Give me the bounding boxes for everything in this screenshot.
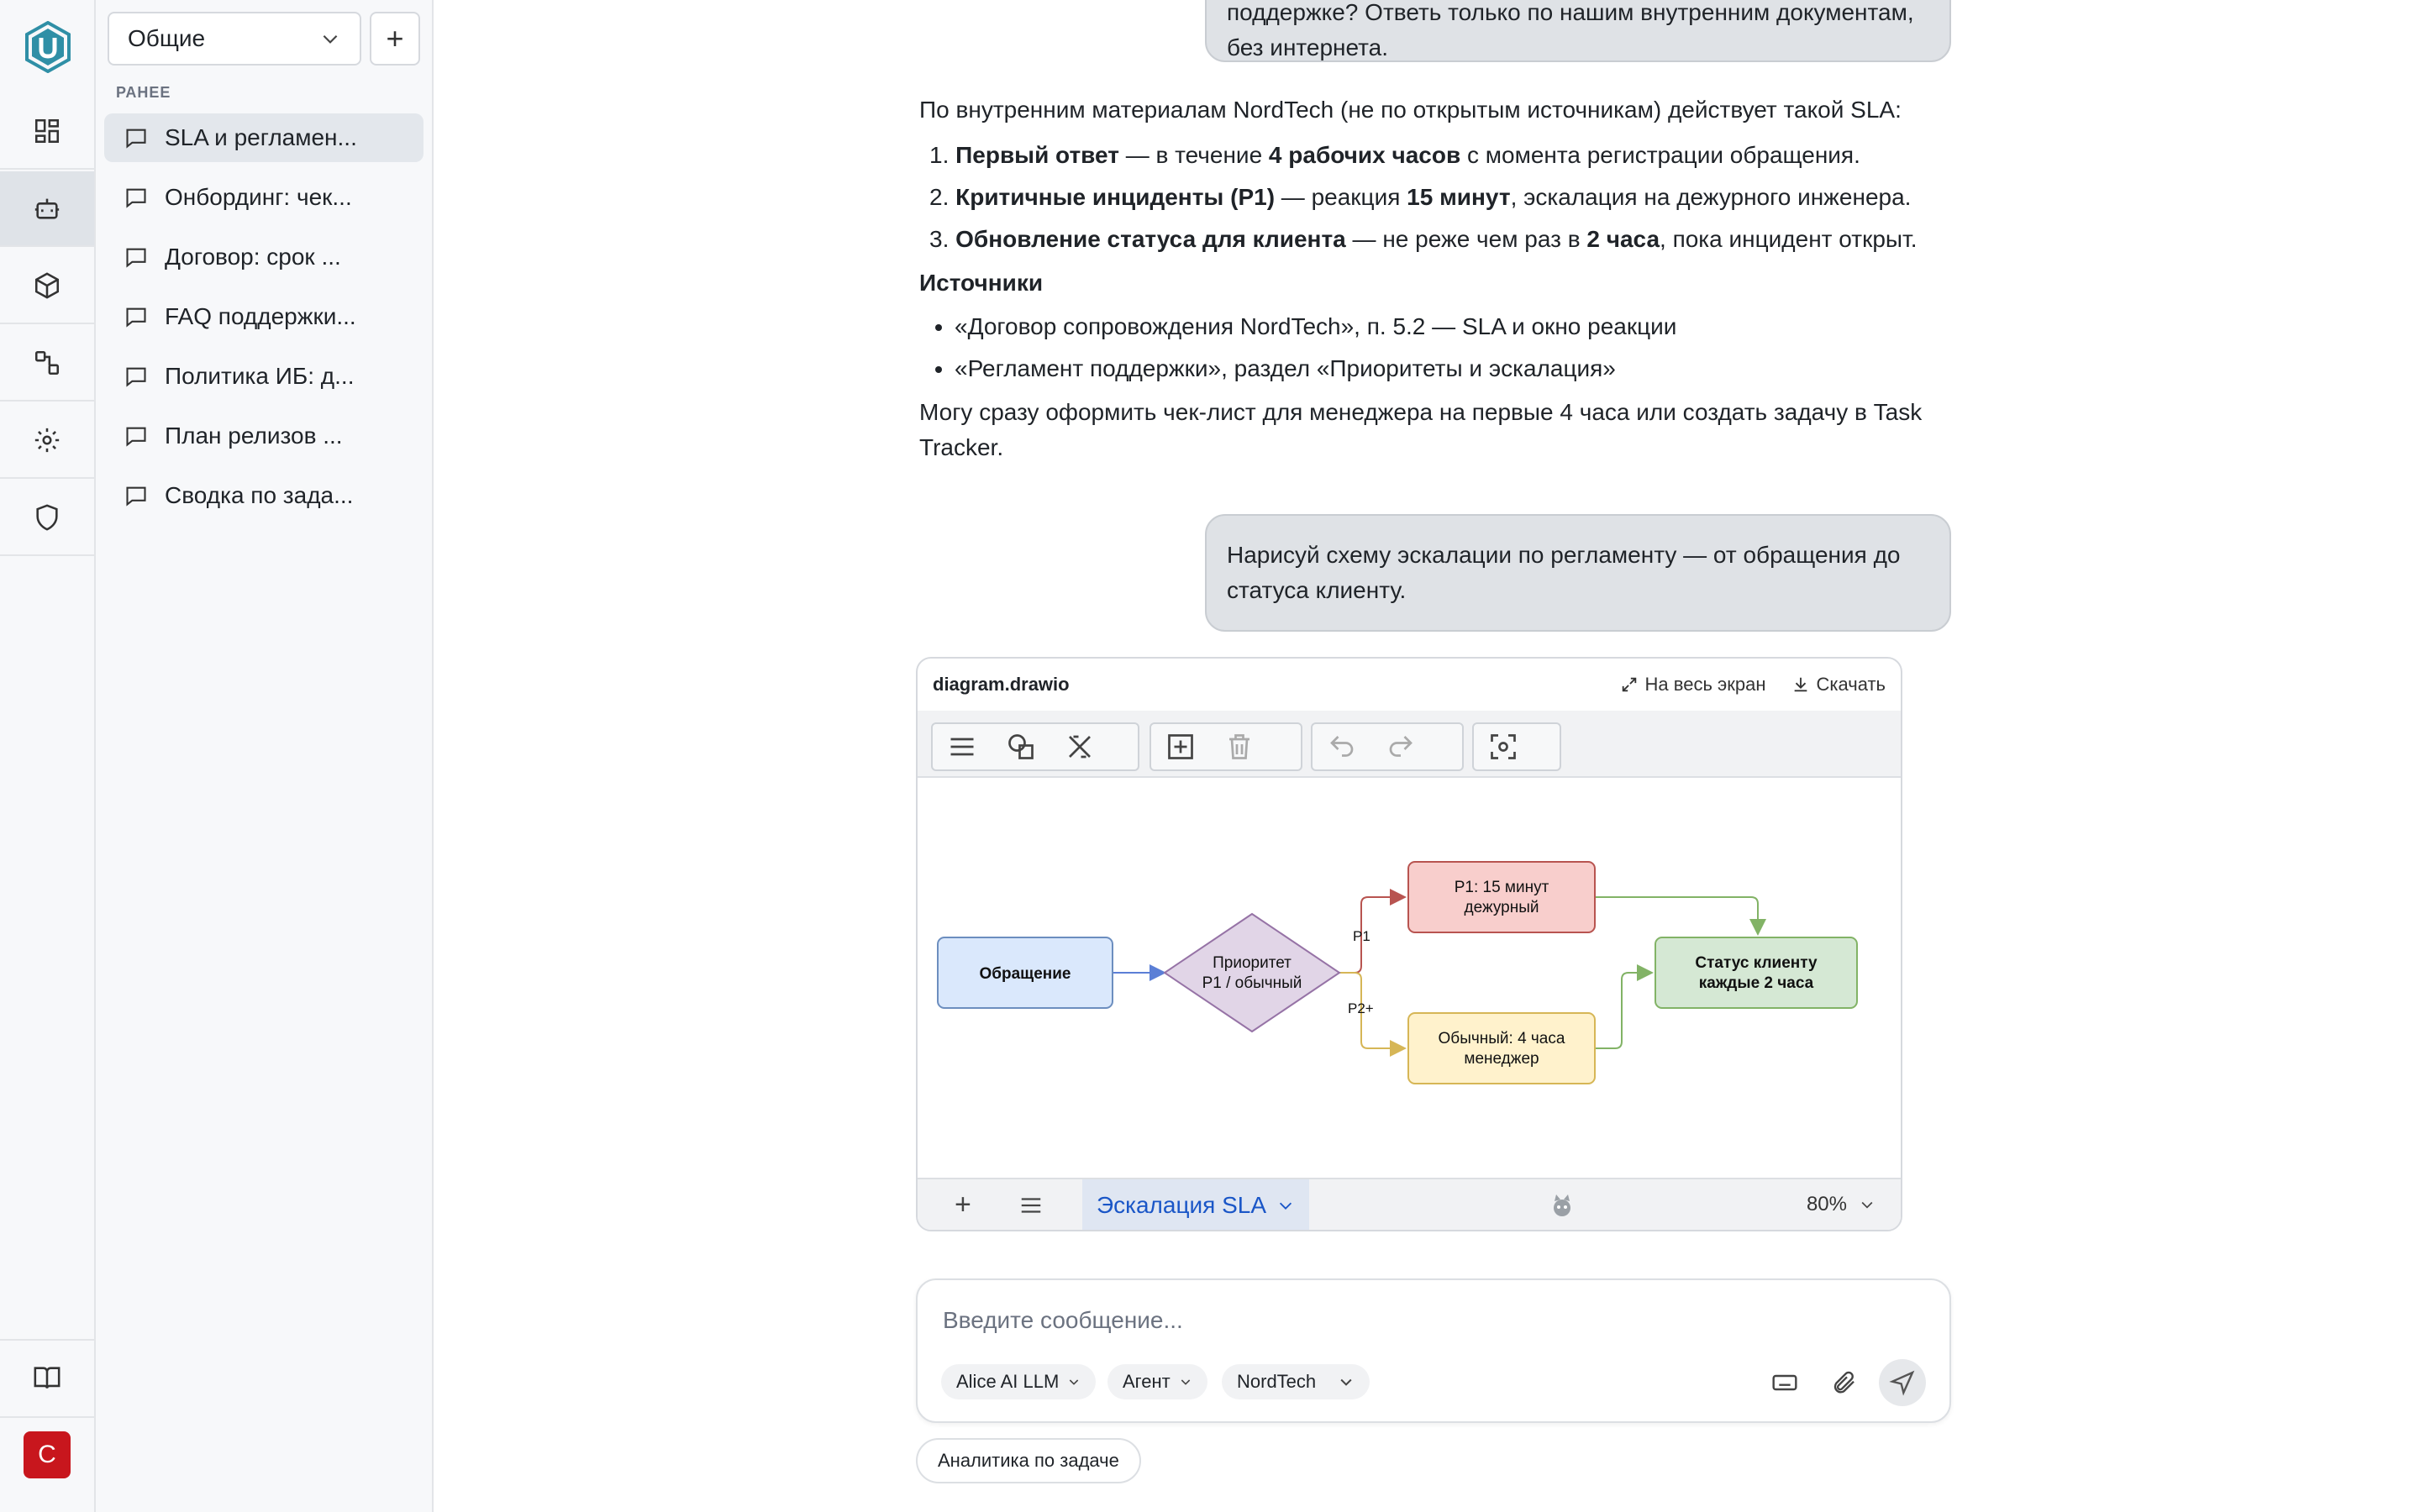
chat-bubble-icon — [124, 365, 148, 388]
rail-profile[interactable] — [0, 1416, 94, 1492]
node-p1[interactable] — [1408, 862, 1595, 932]
list-text: с момента регистрации обращения. — [1460, 142, 1860, 168]
list-text: — реакция — [1275, 184, 1407, 210]
pages-menu-icon[interactable] — [1018, 1193, 1044, 1218]
redo-icon[interactable] — [1386, 732, 1416, 762]
chat-item-label: Политика ИБ: д... — [165, 363, 355, 389]
assistant-message — [919, 92, 1944, 465]
chat-item[interactable] — [104, 352, 424, 401]
cube-icon — [33, 271, 61, 300]
app-logo[interactable] — [24, 21, 71, 73]
user-message-text: поддержке? Ответь только по нашим внутренним документам, без интернета. — [1227, 0, 1914, 60]
chat-item-label: SLA и регламен... — [165, 124, 357, 150]
rail-dashboard[interactable] — [0, 94, 94, 170]
node-request-label: Обращение — [979, 965, 1071, 983]
list-text: — не реже чем раз в — [1345, 226, 1587, 252]
mode-select-value: Агент — [1123, 1371, 1171, 1392]
node-status[interactable] — [1655, 937, 1857, 1008]
fit-screen-icon[interactable] — [1488, 732, 1518, 762]
chat-item[interactable] — [104, 173, 424, 222]
message-composer — [916, 1278, 1951, 1423]
chat-sidebar — [96, 0, 434, 1512]
dashboard-icon — [33, 117, 61, 145]
chat-bubble-icon — [124, 186, 148, 209]
chevron-down-icon — [1276, 1196, 1295, 1215]
chat-bubble-icon — [124, 245, 148, 269]
toolbar-group-history — [1311, 722, 1464, 771]
diagram-header — [918, 659, 1901, 711]
list-text: , эскалация на дежурного инженера. — [1510, 184, 1912, 210]
gear-icon — [33, 426, 61, 454]
list-number: 2. — [929, 184, 950, 210]
avatar[interactable]: С — [24, 1431, 71, 1478]
attach-button[interactable] — [1820, 1359, 1867, 1406]
chat-item[interactable] — [104, 113, 424, 162]
node-normal-label-1: Обычный: 4 часа — [1438, 1030, 1565, 1047]
list-number: 3. — [929, 226, 950, 252]
nav-rail — [0, 0, 96, 1512]
diagram-filename: diagram.drawio — [933, 674, 1070, 695]
message-input[interactable] — [943, 1304, 1867, 1337]
source-item: • «Регламент поддержки», раздел «Приоритеты и эскалация» — [955, 348, 1944, 390]
list-item — [929, 134, 1944, 176]
sources-list — [919, 306, 1944, 390]
chat-item-label: FAQ поддержки... — [165, 303, 356, 329]
node-status-label-2: каждые 2 часа — [1698, 974, 1814, 992]
book-icon — [33, 1363, 61, 1392]
chat-item[interactable] — [104, 233, 424, 281]
list-item — [929, 176, 1944, 218]
chevron-down-icon — [1859, 1196, 1876, 1213]
rail-security[interactable] — [0, 480, 94, 556]
node-normal[interactable] — [1408, 1013, 1595, 1084]
diagram-toolbar — [918, 711, 1901, 778]
workspace-select[interactable] — [108, 12, 361, 66]
send-button[interactable] — [1879, 1359, 1926, 1406]
add-shape-icon[interactable] — [1165, 732, 1196, 762]
node-priority[interactable] — [1165, 914, 1339, 1032]
user-message-text: Нарисуй схему эскалации по регламенту — от обращения до статуса клиенту. — [1227, 542, 1901, 603]
model-select-value: Alice AI LLM — [956, 1371, 1060, 1392]
node-p1-label-2: дежурный — [1464, 899, 1539, 916]
toolbar-group-view — [1472, 722, 1561, 771]
toolbar-group-edit — [1150, 722, 1302, 771]
edge-priority-p1 — [1339, 897, 1403, 973]
list-bold: 15 минут — [1407, 184, 1511, 210]
zoom-control[interactable] — [1807, 1193, 1876, 1216]
chat-item[interactable] — [104, 471, 424, 520]
node-p1-label-1: P1: 15 минут — [1454, 879, 1549, 896]
edge-label-p2: P2+ — [1348, 1000, 1374, 1016]
download-button[interactable] — [1791, 674, 1886, 696]
list-item — [929, 218, 1944, 260]
node-normal-label-2: менеджер — [1464, 1050, 1539, 1068]
model-select[interactable] — [941, 1364, 1096, 1399]
list-bold: Первый ответ — [955, 142, 1119, 168]
toolbar-group-main — [931, 722, 1139, 771]
menu-icon[interactable] — [947, 732, 977, 762]
chat-item[interactable] — [104, 292, 424, 341]
chevron-down-icon — [319, 28, 341, 50]
answer-outro: Могу сразу оформить чек-лист для менеджера на первые 4 часа или создать задачу в Task Tracker. — [919, 399, 1923, 460]
list-number: 1. — [929, 142, 950, 168]
add-page-button[interactable]: + — [955, 1188, 971, 1221]
list-text: — в течение — [1118, 142, 1269, 168]
source-item: • «Договор сопровождения NordTech», п. 5.2 — SLA и окно реакции — [955, 306, 1944, 348]
node-status-label-1: Статус клиенту — [1695, 954, 1818, 972]
chat-item[interactable] — [104, 412, 424, 460]
chevron-down-icon — [1338, 1373, 1355, 1390]
shapes-icon[interactable] — [1006, 732, 1036, 762]
suggestion-chip[interactable]: Аналитика по задаче — [916, 1438, 1141, 1483]
rail-assistant[interactable] — [0, 171, 94, 247]
list-bold: Обновление статуса для клиента — [955, 226, 1346, 252]
diagram-footer — [918, 1178, 1901, 1230]
drawio-cat-icon — [1549, 1191, 1575, 1220]
chat-bubble-icon — [124, 424, 148, 448]
workflow-icon — [33, 349, 61, 377]
zoom-level: 80% — [1806, 1193, 1847, 1215]
rail-settings[interactable] — [0, 403, 94, 479]
node-priority-label-1: Приоритет — [1213, 954, 1292, 972]
chevron-down-icon — [1179, 1375, 1192, 1389]
list-bold: 4 рабочих часов — [1268, 142, 1461, 168]
node-priority-label-2: P1 / обычный — [1202, 974, 1302, 992]
workspace-context-select[interactable] — [1222, 1364, 1370, 1399]
edge-p1-status — [1593, 897, 1758, 932]
delete-icon[interactable] — [1224, 732, 1255, 762]
chevron-down-icon — [1067, 1375, 1081, 1389]
rail-workflows[interactable] — [0, 326, 94, 402]
diagram-viewer — [916, 657, 1902, 1231]
mode-select[interactable] — [1107, 1364, 1207, 1399]
user-message — [1205, 0, 1951, 62]
rail-packages[interactable] — [0, 249, 94, 324]
list-bold: 2 часа — [1586, 226, 1660, 252]
edge-normal-status — [1593, 973, 1650, 1048]
chat-bubble-icon — [124, 484, 148, 507]
keyboard-icon — [1771, 1369, 1798, 1396]
answer-intro: По внутренним материалам NordTech (не по открытым источникам) действует такой SLA: — [919, 97, 1902, 123]
page-tab-label: Эскалация SLA — [1096, 1192, 1266, 1218]
undo-icon[interactable] — [1327, 732, 1357, 762]
paperclip-icon — [1830, 1369, 1857, 1396]
expand-icon — [1620, 675, 1639, 694]
section-label: РАНЕЕ — [116, 84, 171, 101]
download-icon — [1791, 675, 1810, 694]
chat-item-label: План релизов ... — [165, 423, 343, 449]
fullscreen-label: На весь экран — [1644, 674, 1766, 695]
shield-icon — [33, 503, 61, 532]
workspace-context-value: NordTech — [1237, 1371, 1317, 1392]
diagram-canvas[interactable] — [918, 780, 1901, 1163]
new-chat-button[interactable]: + — [370, 12, 420, 66]
answer-list — [919, 134, 1944, 260]
escalation-diagram — [918, 780, 1901, 1163]
chat-item-label: Сводка по зада... — [165, 482, 354, 508]
send-icon — [1889, 1369, 1916, 1396]
sources-heading: Источники — [919, 270, 1044, 296]
list-bold: Критичные инциденты (P1) — [955, 184, 1276, 210]
keyboard-button[interactable] — [1761, 1359, 1808, 1406]
user-message — [1205, 514, 1951, 632]
download-label: Скачать — [1816, 674, 1886, 695]
rail-docs[interactable] — [0, 1339, 94, 1415]
page-tab[interactable] — [1082, 1179, 1309, 1231]
chat-item-label: Онбординг: чек... — [165, 184, 352, 210]
fullscreen-button[interactable] — [1620, 674, 1766, 696]
chat-item-label: Договор: срок ... — [165, 244, 341, 270]
chat-bubble-icon — [124, 126, 148, 150]
workspace-select-value: Общие — [128, 25, 206, 51]
format-icon[interactable] — [1065, 732, 1095, 762]
chat-bubble-icon — [124, 305, 148, 328]
edge-label-p1: P1 — [1353, 928, 1370, 944]
list-text: , пока инцидент открыт. — [1660, 226, 1918, 252]
bot-icon — [33, 194, 61, 223]
